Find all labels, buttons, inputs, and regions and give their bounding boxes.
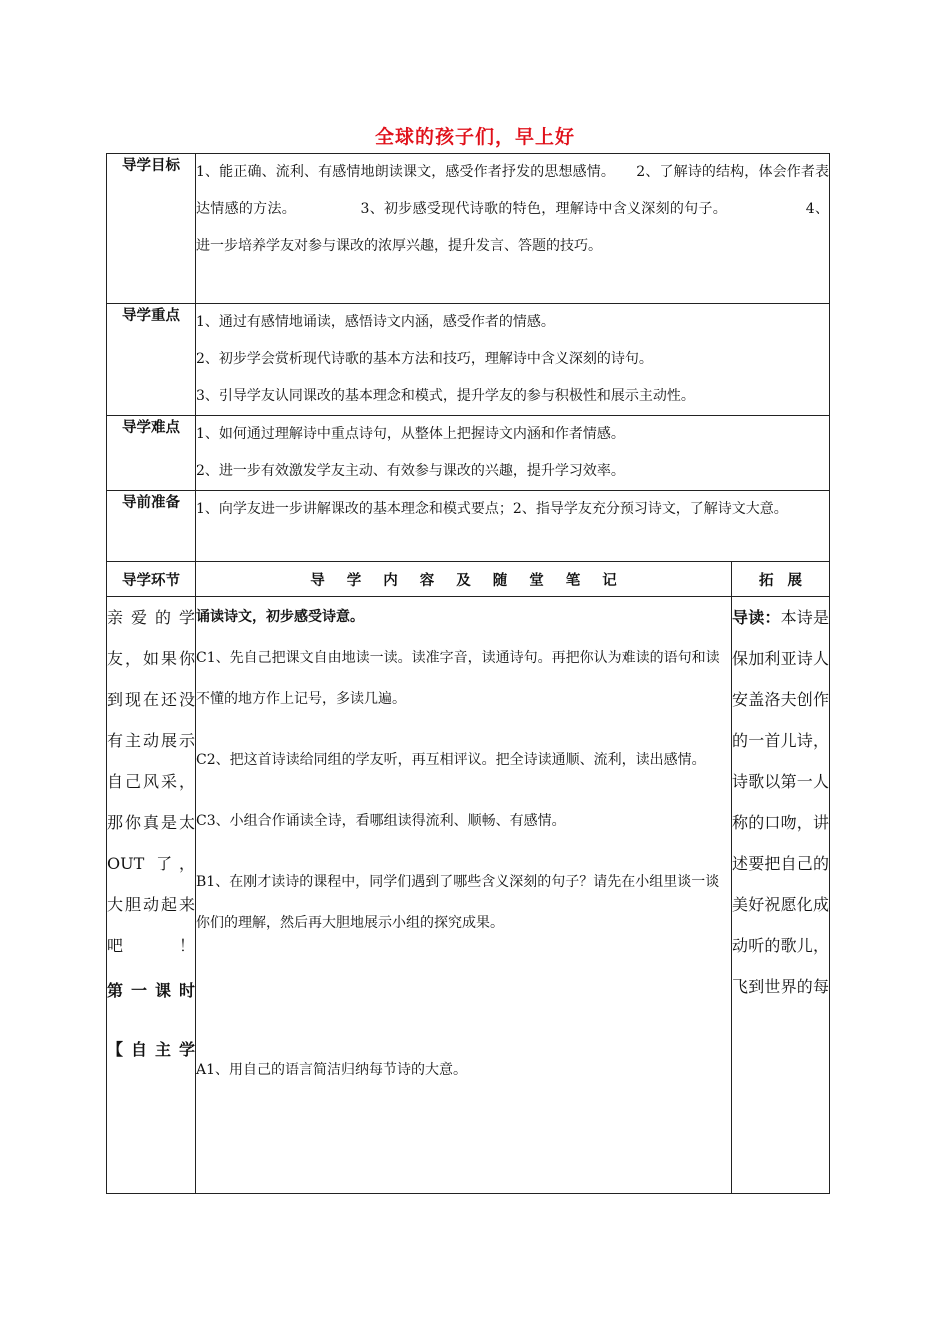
task-c2: C2、把这首诗读给同组的学友听，再互相评议。把全诗读通顺、流利，读出感情。 [196, 752, 706, 768]
task-c1: C1、先自己把课文自由地读一读。读准字音，读通诗句。再把你认为难读的语句和读不懂的地方作上记号，多读几遍。 [196, 650, 720, 707]
encouragement-text: 亲爱的学友，如果你到现在还没有主动展示自己风采，那你真是太 OUT 了，大胆动起来吧！ [107, 608, 195, 955]
body-row [107, 597, 830, 1194]
key-points-row [107, 304, 830, 416]
header-extension-label: 拓展 [759, 571, 816, 589]
guide-text [732, 597, 829, 1007]
objectives-paragraph: 1、能正确、流利、有感情地朗读课文，感受作者抒发的思想感情。 2、了解诗的结构，体会作者表达情感的方法。 3、初步感受现代诗歌的特色，理解诗中含义深刻的句子。 4、进一步培养学友对参与课改的浓厚兴趣，提升发言、答题的技巧。 [196, 164, 829, 254]
task-b1: B1、在刚才读诗的课程中，同学们遇到了哪些含义深刻的句子？请先在小组里谈一谈你们的理解，然后再大胆地展示小组的探究成果。 [196, 874, 720, 931]
guide-label: 导读： [732, 608, 781, 627]
difficulty-item: 1、如何通过理解诗中重点诗句，从整体上把握诗文内涵和作者情感。 [196, 426, 625, 442]
difficulties-text [196, 416, 830, 491]
document-title: 全球的孩子们，早上好 [374, 126, 575, 148]
content-cell [196, 597, 732, 1194]
key-point-item: 2、初步学会赏析现代诗歌的基本方法和技巧，理解诗中含义深刻的诗句。 [196, 351, 653, 367]
extension-cell [732, 597, 830, 1194]
objectives-text [196, 154, 830, 304]
section-label: 【自主学 [107, 1040, 195, 1059]
header-content-label: 导学内容及随堂笔记 [310, 571, 639, 589]
difficulties-label: 导学难点 [107, 416, 196, 491]
stage-cell [107, 597, 196, 1194]
key-point-item: 1、通过有感情地诵读，感悟诗文内涵，感受作者的情感。 [196, 314, 555, 330]
lesson-label: 第一课时 [107, 981, 195, 1000]
preparation-label: 导前准备 [107, 491, 196, 562]
difficulty-item: 2、进一步有效激发学友主动、有效参与课改的兴趣，提升学习效率。 [196, 463, 625, 479]
key-points-label: 导学重点 [107, 304, 196, 416]
lesson-plan-table [106, 153, 830, 1194]
preparation-row [107, 491, 830, 562]
task-c3: C3、小组合作诵读全诗，看哪组读得流利、顺畅、有感情。 [196, 813, 566, 829]
header-content [196, 562, 732, 597]
activity-heading: 诵读诗文，初步感受诗意。 [196, 609, 364, 625]
objectives-label: 导学目标 [107, 154, 196, 304]
preparation-paragraph: 1、向学友进一步讲解课改的基本理念和模式要点；2、指导学友充分预习诗文，了解诗文大意。 [196, 501, 788, 517]
header-extension [732, 562, 830, 597]
objectives-row [107, 154, 830, 304]
header-stage: 导学环节 [107, 562, 196, 597]
difficulties-row [107, 416, 830, 491]
column-header-row [107, 562, 830, 597]
preparation-text [196, 491, 830, 562]
key-point-item: 3、引导学友认同课改的基本理念和模式，提升学友的参与积极性和展示主动性。 [196, 388, 695, 404]
key-points-text [196, 304, 830, 416]
guide-body: 本诗是保加利亚诗人安盖洛夫创作的一首儿诗，诗歌以第一人称的口吻，讲述要把自己的美好祝愿化成动听的歌儿，飞到世界的每 [732, 608, 829, 996]
task-a1: A1、用自己的语言简洁归纳每节诗的大意。 [196, 1062, 468, 1078]
